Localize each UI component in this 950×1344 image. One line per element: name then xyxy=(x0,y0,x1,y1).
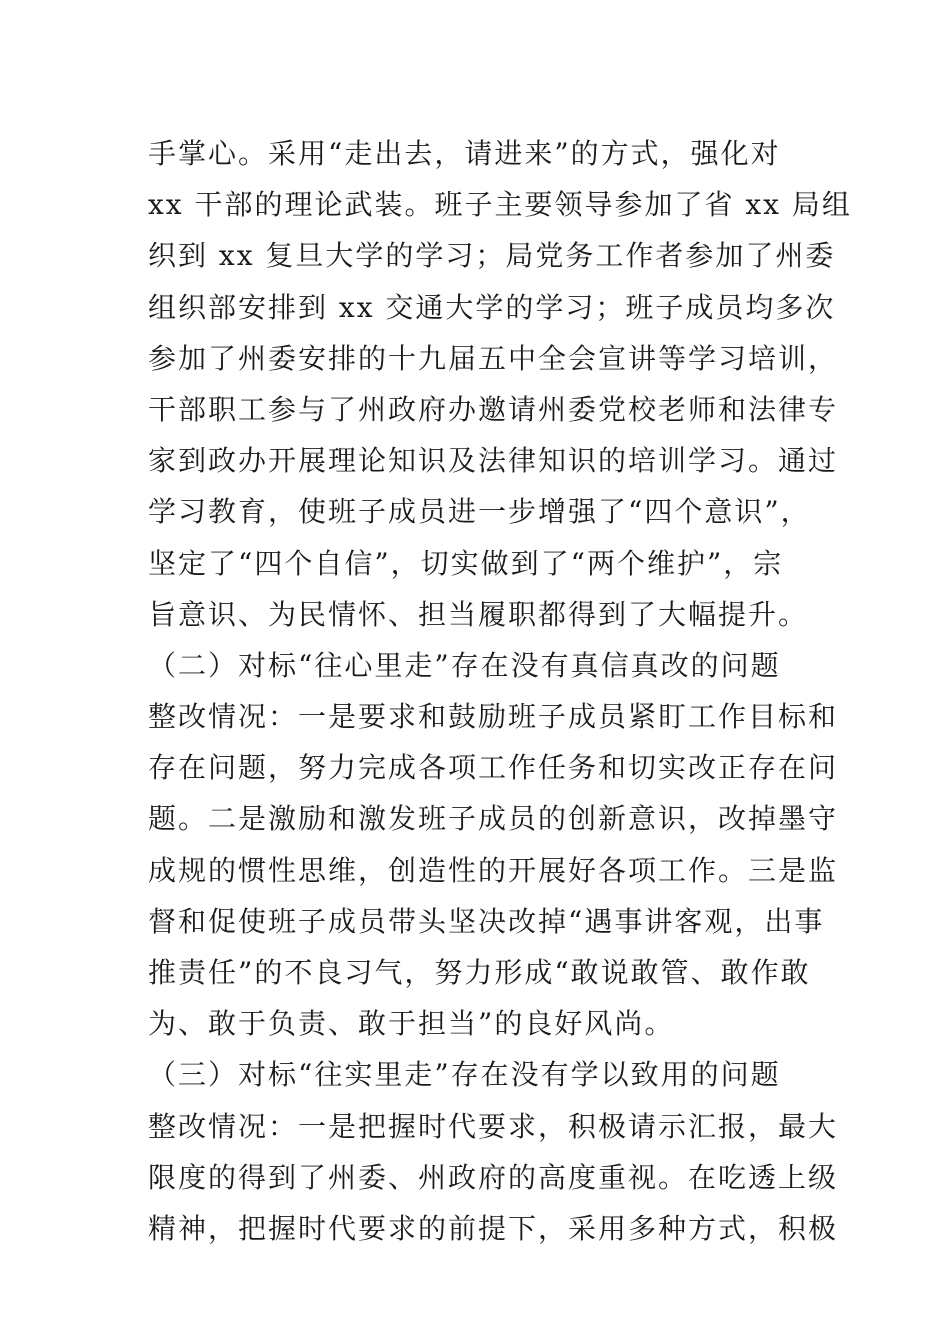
text-line: 精神，把握时代要求的前提下，采用多种方式，积极 xyxy=(148,1211,839,1245)
text-line: 手掌心。采用“走出去，请进来”的方式，强化对 xyxy=(148,137,781,170)
text-line: 整改情况：一是把握时代要求，积极请示汇报，最大 xyxy=(148,1109,839,1143)
text-line: 为、敢于负责、敢于担当”的良好风尚。 xyxy=(148,1007,675,1041)
section-heading: （三）对标“往实里走”存在没有学以致用的问题 xyxy=(148,1058,781,1092)
text-line: 学习教育，使班子成员进一步增强了“四个意识”， xyxy=(148,495,811,529)
text-line: 旨意识、为民情怀、担当履职都得到了大幅提升。 xyxy=(148,597,809,631)
section-heading: （二）对标“往心里走”存在没有真信真改的问题 xyxy=(148,648,781,682)
text-line: xx 干部的理论武装。班子主要领导参加了省 xx 局组 xyxy=(148,188,852,222)
text-line: 坚定了“四个自信”，切实做到了“两个维护”，宗 xyxy=(148,546,784,580)
text-line: 整改情况：一是要求和鼓励班子成员紧盯工作目标和 xyxy=(148,700,839,734)
text-line: 题。二是激励和激发班子成员的创新意识，改掉墨守 xyxy=(148,802,839,836)
text-line: 家到政办开展理论知识及法律知识的培训学习。通过 xyxy=(148,444,839,478)
text-line: 成规的惯性思维，创造性的开展好各项工作。三是监 xyxy=(148,853,839,887)
text-line: 织到 xx 复旦大学的学习；局党务工作者参加了州委 xyxy=(148,239,836,273)
text-line: 限度的得到了州委、州政府的高度重视。在吃透上级 xyxy=(148,1160,839,1194)
text-line: 督和促使班子成员带头坚决改掉“遇事讲客观，出事 xyxy=(148,904,825,938)
body-text xyxy=(148,128,852,1254)
text-line: 推责任”的不良习气，努力形成“敢说敢管、敢作敢 xyxy=(148,956,811,989)
text-line: 参加了州委安排的十九届五中全会宣讲等学习培训， xyxy=(148,341,839,375)
text-line: 组织部安排到 xx 交通大学的学习；班子成员均多次 xyxy=(148,290,836,324)
text-line: 干部职工参与了州政府办邀请州委党校老师和法律专 xyxy=(148,392,839,426)
text-line: 存在问题，努力完成各项工作任务和切实改正存在问 xyxy=(148,751,839,785)
